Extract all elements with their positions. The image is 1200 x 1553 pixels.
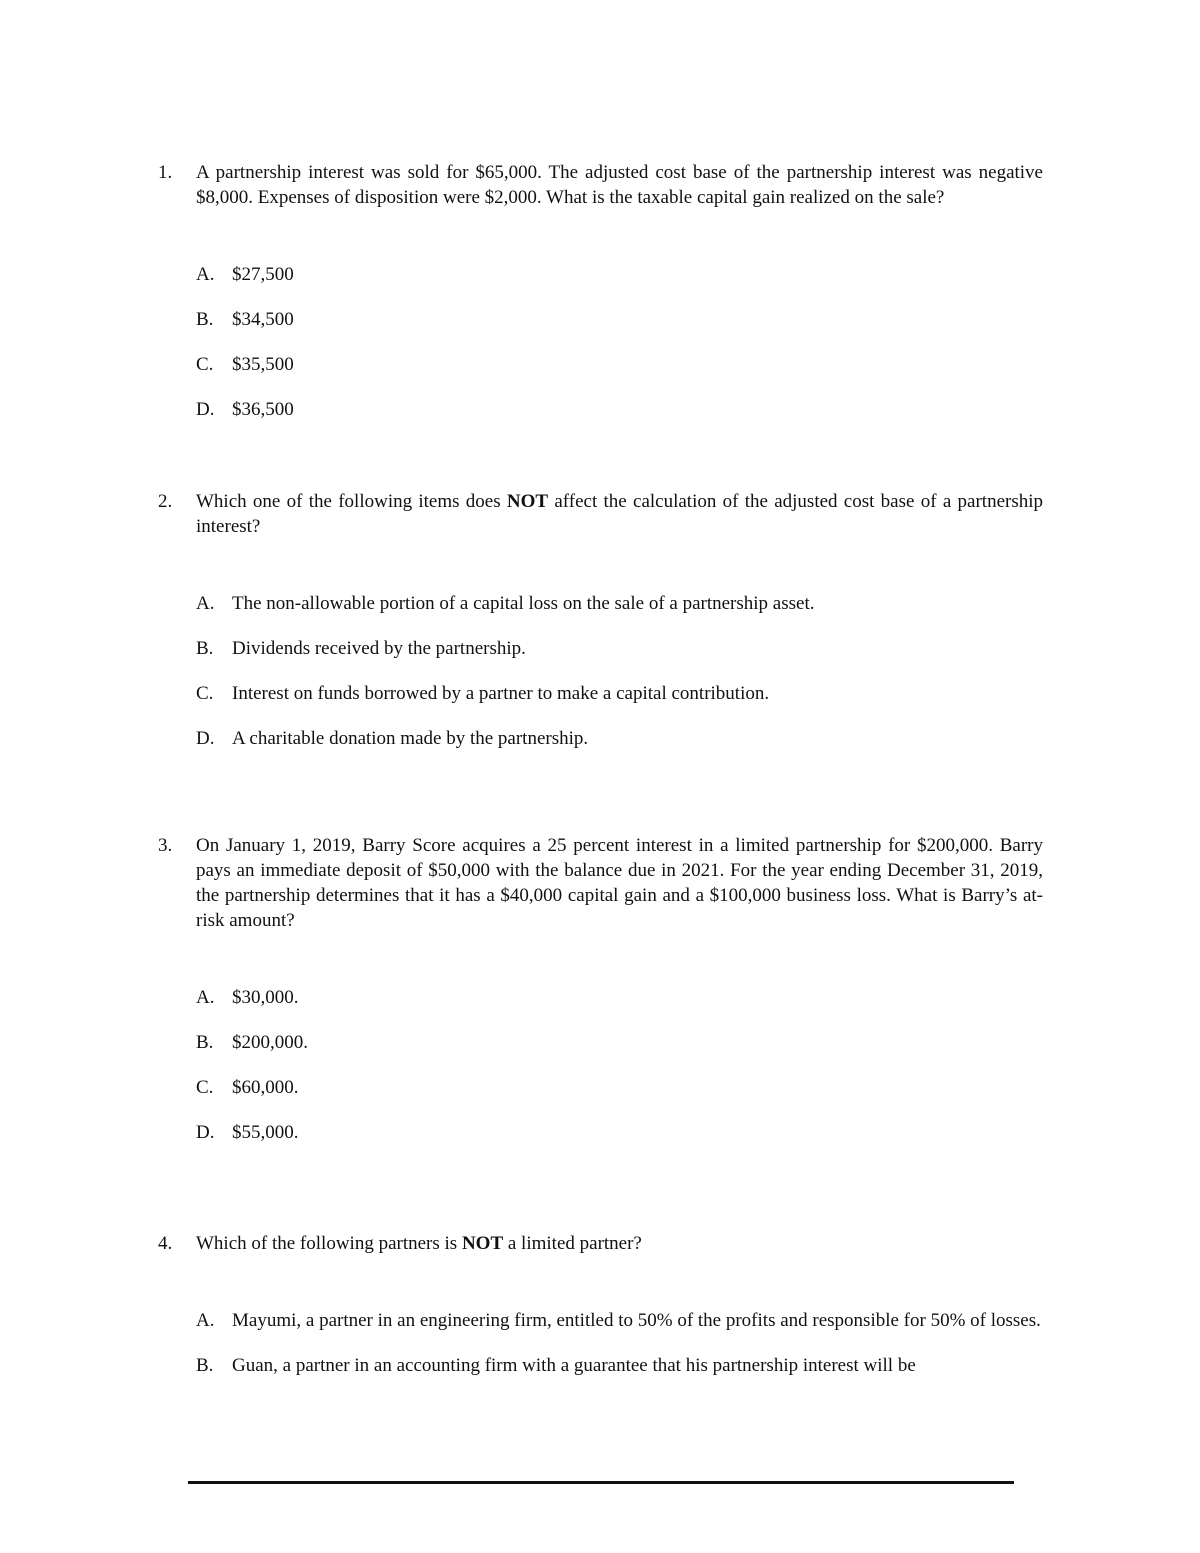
option-text: $35,500 <box>232 354 294 375</box>
option-d <box>196 726 1043 751</box>
question-text-before: Which of the following partners is <box>196 1233 462 1254</box>
footer-divider <box>188 1481 1014 1484</box>
option-text: Guan, a partner in an accounting firm with a guarantee that his partnership interest will be <box>232 1355 916 1376</box>
option-letter: B. <box>196 638 214 659</box>
option-letter: C. <box>196 683 214 704</box>
question-text-emphasis: NOT <box>506 491 549 512</box>
option-a <box>196 262 1043 287</box>
question-text: On January 1, 2019, Barry Score acquires a 25 percent interest in a limited partnership for $200,000. Barry pays an immediate deposit of $50,000 with the balance due in 2021. For the year ending December 31, 2019, the partnership determines that it has a $40,000 capital gain and a $100,000 business loss. What is Barry’s at-risk amount? <box>196 835 1043 931</box>
option-letter: B. <box>196 309 214 330</box>
option-letter: D. <box>196 399 215 420</box>
question-3 <box>158 833 1043 1165</box>
question-text-after: a limited partner? <box>503 1233 642 1254</box>
option-b <box>196 307 1043 332</box>
option-b <box>196 1030 1043 1055</box>
question-text <box>196 489 1043 539</box>
option-text: Mayumi, a partner in an engineering firm, entitled to 50% of the profits and responsible for 50% of losses. <box>232 1310 1041 1331</box>
option-text: $200,000. <box>232 1032 308 1053</box>
option-a <box>196 1308 1043 1333</box>
options-list <box>196 1308 1043 1378</box>
option-d <box>196 397 1043 422</box>
options-list <box>196 591 1043 751</box>
question-number: 4. <box>158 1233 173 1254</box>
option-text: A charitable donation made by the partnership. <box>232 728 589 749</box>
option-c <box>196 352 1043 377</box>
question-1 <box>158 160 1043 442</box>
question-number: 3. <box>158 835 173 856</box>
option-letter: D. <box>196 1122 215 1143</box>
options-list <box>196 985 1043 1145</box>
question-text-emphasis: NOT <box>461 1233 504 1254</box>
question-text-before: Which one of the following items does <box>196 491 507 512</box>
option-letter: A. <box>196 1310 215 1331</box>
option-text: $55,000. <box>232 1122 299 1143</box>
option-letter: A. <box>196 264 215 285</box>
option-text: $30,000. <box>232 987 299 1008</box>
option-text: Dividends received by the partnership. <box>232 638 526 659</box>
option-a <box>196 591 1043 616</box>
option-text: $60,000. <box>232 1077 299 1098</box>
question-4 <box>158 1231 1043 1398</box>
option-a <box>196 985 1043 1010</box>
question-text-after: affect the calculation of the adjusted cost base of a partnership interest? <box>196 491 1043 537</box>
question-text: A partnership interest was sold for $65,000. The adjusted cost base of the partnership interest was negative $8,000. Expenses of disposition were $2,000. What is the taxable capital gain realized on the sale? <box>196 162 1043 208</box>
option-letter: C. <box>196 1077 214 1098</box>
question-2 <box>158 489 1043 771</box>
option-letter: B. <box>196 1355 214 1376</box>
options-list <box>196 262 1043 422</box>
option-letter: D. <box>196 728 215 749</box>
option-text: $27,500 <box>232 264 294 285</box>
option-text: The non-allowable portion of a capital loss on the sale of a partnership asset. <box>232 593 815 614</box>
option-c <box>196 681 1043 706</box>
option-b <box>196 636 1043 661</box>
option-text: Interest on funds borrowed by a partner to make a capital contribution. <box>232 683 770 704</box>
option-c <box>196 1075 1043 1100</box>
option-letter: C. <box>196 354 214 375</box>
question-number: 2. <box>158 491 173 512</box>
option-letter: A. <box>196 987 215 1008</box>
option-letter: A. <box>196 593 215 614</box>
option-d <box>196 1120 1043 1145</box>
option-text: $36,500 <box>232 399 294 420</box>
question-number: 1. <box>158 162 173 183</box>
option-text: $34,500 <box>232 309 294 330</box>
option-letter: B. <box>196 1032 214 1053</box>
question-text <box>196 1231 1043 1256</box>
option-b <box>196 1353 1043 1378</box>
